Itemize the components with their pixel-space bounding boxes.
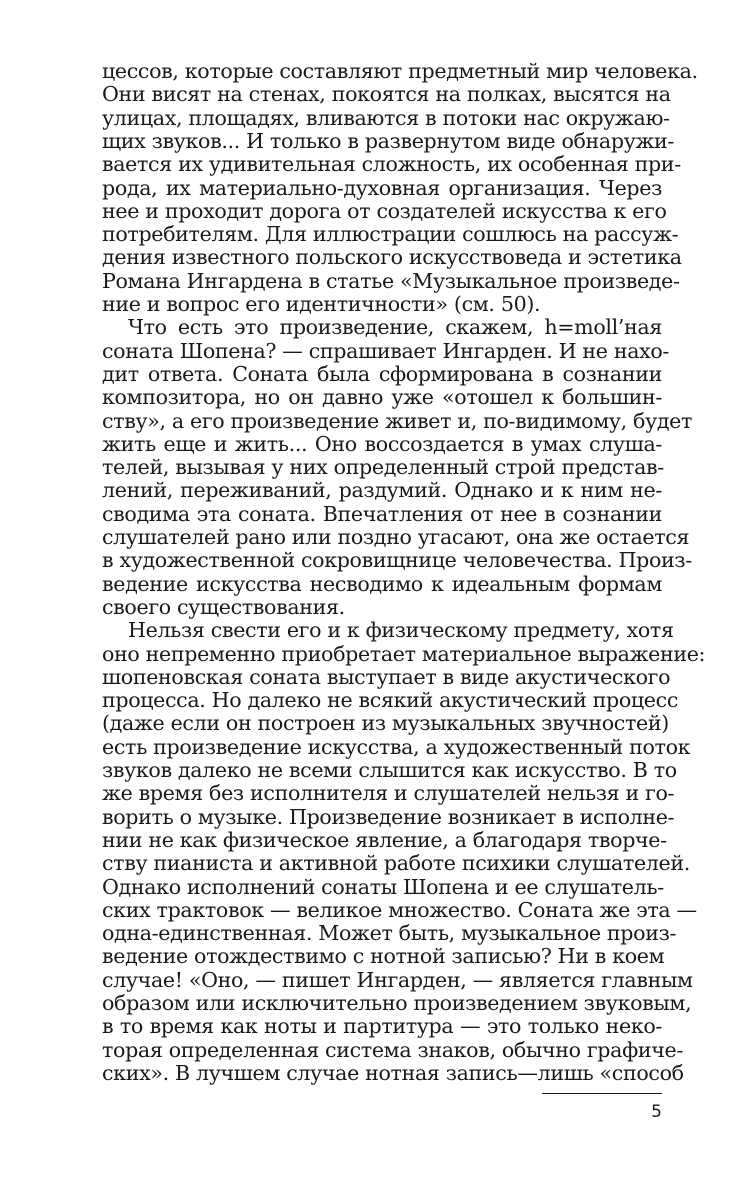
text-line: соната Шопена? — спрашивает Ингарден. И не нахо- <box>102 338 670 363</box>
text-line: одна-единственная. Может быть, музыкальное произ- <box>102 921 677 946</box>
text-line: образом или исключительно произведением звуковым, <box>102 991 692 1015</box>
text-line: телей, вызывая у них определенный строй представ- <box>102 455 664 480</box>
text-line: ству», а его произведение живет и, по-видимому, будет <box>102 408 693 433</box>
text-line: ских трактовок — великое множество. Соната же эта — <box>102 897 697 922</box>
text-line: композитора, но он давно уже «отошел к большин- <box>102 385 662 410</box>
text-line: ворить о музыке. Произведение возникает в исполне- <box>102 804 675 829</box>
text-line: ству пианиста и активной работе психики слушателей. <box>102 851 690 876</box>
text-line: щих звуков... И только в развернутом виде обнаружи- <box>102 128 675 153</box>
text-line: дения известного польского искусствоведа и эстетика <box>102 245 682 270</box>
page-number: 5 <box>651 1102 662 1123</box>
text-line: дит ответа. Соната была сформирована в сознании <box>102 361 662 386</box>
text-line: Однако исполнений сонаты Шопена и ее слушатель- <box>102 874 664 899</box>
text-line: звуков далеко не всеми слышится как искусство. В то <box>102 758 677 782</box>
text-line: шопеновская соната выступает в виде акустического <box>102 664 671 689</box>
text-line: ведение отождествимо с нотной записью? Ни в коем <box>102 944 665 969</box>
text-line: торая определенная система знаков, обычно графиче- <box>102 1037 683 1062</box>
text-line: оно непременно приобретает материальное выражение: <box>102 641 706 666</box>
text-line: нее и проходит дорога от создателей искусства к его <box>102 198 667 223</box>
text-line: же время без исполнителя и слушателей нельзя и го- <box>102 781 675 806</box>
text-line: слушателей рано или поздно угасают, она же остается <box>102 525 690 549</box>
paragraph-start-line: Нельзя свести его и к физическому предмету, хотя <box>128 618 674 643</box>
text-line: потребителям. Для иллюстрации сошлюсь на рассуж- <box>102 222 679 247</box>
text-line: своего существования. <box>102 594 345 619</box>
text-line: есть произведение искусства, а художественный поток <box>102 734 691 759</box>
text-line: ние и вопрос его идентичности» (см. 50). <box>102 292 541 316</box>
text-line: процесса. Но далеко не всякий акустический процесс <box>102 688 678 713</box>
text-line: случае! «Оно, — пишет Ингарден, — является главным <box>102 967 693 992</box>
text-line: улицах, площадях, вливаются в потоки нас окружаю- <box>102 105 670 130</box>
text-line: сводима эта соната. Впечатления от нее в сознании <box>102 501 662 526</box>
text-line: в то время как ноты и партитура — это только неко- <box>102 1014 662 1039</box>
text-line: ских». В лучшем случае нотная запись—лишь «способ <box>102 1060 684 1085</box>
text-line: вается их удивительная сложность, их особенная при- <box>102 152 681 177</box>
text-line: Они висят на стенах, покоятся на полках, высятся на <box>102 82 671 107</box>
text-line: цессов, которые составляют предметный мир человека. <box>102 59 698 83</box>
text-line: Романа Ингардена в статье «Музыкальное произведе- <box>102 268 680 293</box>
text-line: в художественной сокровищнице человечества. Произ- <box>102 548 692 573</box>
paragraph-start-line: Что есть это произведение, скажем, h=moll’ная <box>128 315 662 340</box>
text-line: (даже если он построен из музыкальных звучностей) <box>102 711 669 736</box>
text-line: рода, их материально-духовная организация. Через <box>102 175 662 200</box>
footer-rule <box>542 1093 662 1094</box>
text-line: ведение искусства несводимо к идеальным формам <box>102 571 662 596</box>
text-line: жить еще и жить... Оно воссоздается в умах слуша- <box>102 431 662 456</box>
text-line: лений, переживаний, раздумий. Однако и к ним не- <box>102 478 662 503</box>
text-line: нии не как физическое явление, а благодаря творче- <box>102 827 667 852</box>
